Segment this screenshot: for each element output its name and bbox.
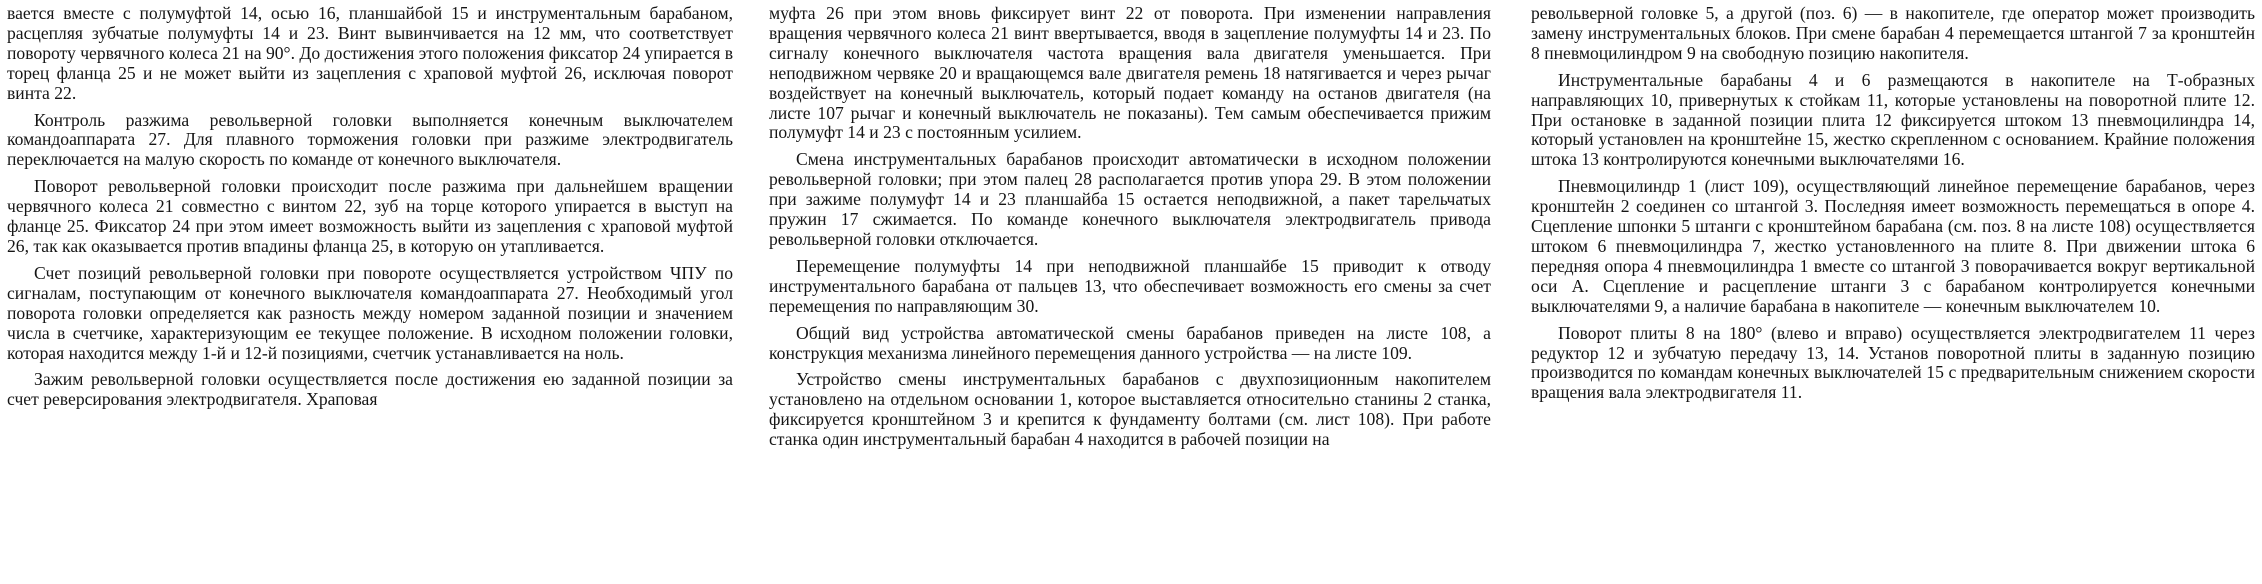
paragraph: вается вместе с полумуфтой 14, осью 16, планшайбой 15 и инструментальным барабаном, расцепляя зубчатые полумуфты 14 и 23. Винт вывинчивается на 12 мм, что соответствует повороту червячного колеса 21 на 90°. До достижения этого положения фиксатор 24 упирается в торец фланца 25 и не может выйти из зацепления с храповой муфтой 26, исключая поворот винта 22. [7, 4, 733, 103]
paragraph: Счет позиций револьверной головки при повороте осуществляется устройством ЧПУ по сигналам, поступающим от конечного выключателя командоаппарата 27. Необходимый угол поворота головки определяется как разность между номером заданной позиции и значением числа в счетчике, характеризующим ее текущее положение. В исходном положении головки, которая находится между 1-й и 12-й позициями, счетчик устанавливается на ноль. [7, 262, 733, 363]
paragraph: Поворот плиты 8 на 180° (влево и вправо) осуществляется электродвигателем 11 через редуктор 12 и зубчатую передачу 13, 14. Установ поворотной плиты в заданную позицию производится по командам конечных выключателей 15 с предварительным снижением скорости вращения вала электродвигателя 11. [1531, 322, 2255, 403]
paragraph: револьверной головке 5, а другой (поз. 6) — в накопителе, где оператор может производить замену инструментальных блоков. При смене барабан 4 перемещается штангой 7 за кронштейн 8 пневмоцилиндром 9 на свободную позицию накопителя. [1531, 4, 2255, 63]
paragraph: Смена инструментальных барабанов происходит автоматически в исходном положении револьверной головки; при этом палец 28 располагается против упора 29. В этом положении при зажиме полумуфт 14 и 23 планшайба 15 остается неподвижной, а пакет тарельчатых пружин 17 сжимается. По команде конечного выключателя электродвигатель привода револьверной головки отключается. [769, 149, 1491, 249]
text-column-1 [7, 4, 733, 580]
paragraph: Пневмоцилиндр 1 (лист 109), осуществляющий линейное перемещение барабанов, через кронштейн 2 соединен со штангой 3. Последняя имеет возможность перемещаться в опоре 4. Сцепление шпонки 5 штанги с кронштейном барабана (см. поз. 8 на листе 108) осуществляется штоком 6 пневмоцилиндра 7, жестко установленного на плите 8. При движении штока 6 передняя опора 4 пневмоцилиндра 1 вместе со штангой 3 поворачивается вокруг вертикальной оси А. Сцепление и расцепление штанги 3 с барабаном контролируется конечными выключателями 9, а наличие барабана в накопителе — конечным выключателем 10. [1531, 176, 2255, 316]
paragraph: Зажим револьверной головки осуществляется после достижения ею заданной позиции за счет реверсирования электродвигателя. Храповая [7, 369, 733, 410]
paragraph: Перемещение полумуфты 14 при неподвижной планшайбе 15 приводит к отводу инструментального барабана от пальцев 13, что обеспечивает возможность его смены за счет перемещения по направляющим 30. [769, 255, 1491, 316]
paragraph: Поворот револьверной головки происходит после разжима при дальнейшем вращении червячного колеса 21 совместно с винтом 22, зуб на торце которого упирается в выступ на фланце 25. Фиксатор 24 при этом имеет возможность выйти из зацепления с храповой муфтой 26, так как оказывается против впадины фланца 25, в которую он утапливается. [7, 176, 733, 256]
text-column-2 [769, 4, 1491, 580]
text-column-3 [1531, 4, 2255, 580]
paragraph: Контроль разжима револьверной головки выполняется конечным выключателем командоаппарата 27. Для плавного торможения головки при разжиме электродвигатель переключается на малую скорость по команде от конечного выключателя. [7, 109, 733, 170]
paragraph: Устройство смены инструментальных барабанов с двухпозиционным накопителем установлено на отдельном основании 1, которое выставляется относительно станины 2 станка, фиксируется кронштейном 3 и крепится к фундаменту болтами (см. лист 108). При работе станка один инструментальный барабан 4 находится в рабочей позиции на [769, 369, 1491, 450]
paragraph: муфта 26 при этом вновь фиксирует винт 22 от поворота. При изменении направления вращения червячного колеса 21 винт ввертывается, вводя в зацепление полумуфты 14 и 23. По сигналу конечного выключателя частота вращения вала двигателя уменьшается. При неподвижном червяке 20 и вращающемся вале двигателя ремень 18 натягивается и через рычаг воздействует на конечный выключатель, который подает команду на останов двигателя (на листе 107 рычаг и конечный выключатель не показаны). Тем самым обеспечивается прижим полумуфт 14 и 23 с постоянным усилием. [769, 4, 1491, 143]
paragraph: Инструментальные барабаны 4 и 6 размещаются в накопителе на Т-образных направляющих 10, привернутых к стойкам 11, которые установлены на поворотной плите 12. При остановке в заданной позиции плита 12 фиксируется штоком 13 пневмоцилиндра 14, который установлен на кронштейне 15, жестко скрепленном с основанием. Крайние положения штока 13 контролируются конечными выключателями 16. [1531, 69, 2255, 170]
paragraph: Общий вид устройства автоматической смены барабанов приведен на листе 108, а конструкция механизма линейного перемещения данного устройства — на листе 109. [769, 322, 1491, 363]
